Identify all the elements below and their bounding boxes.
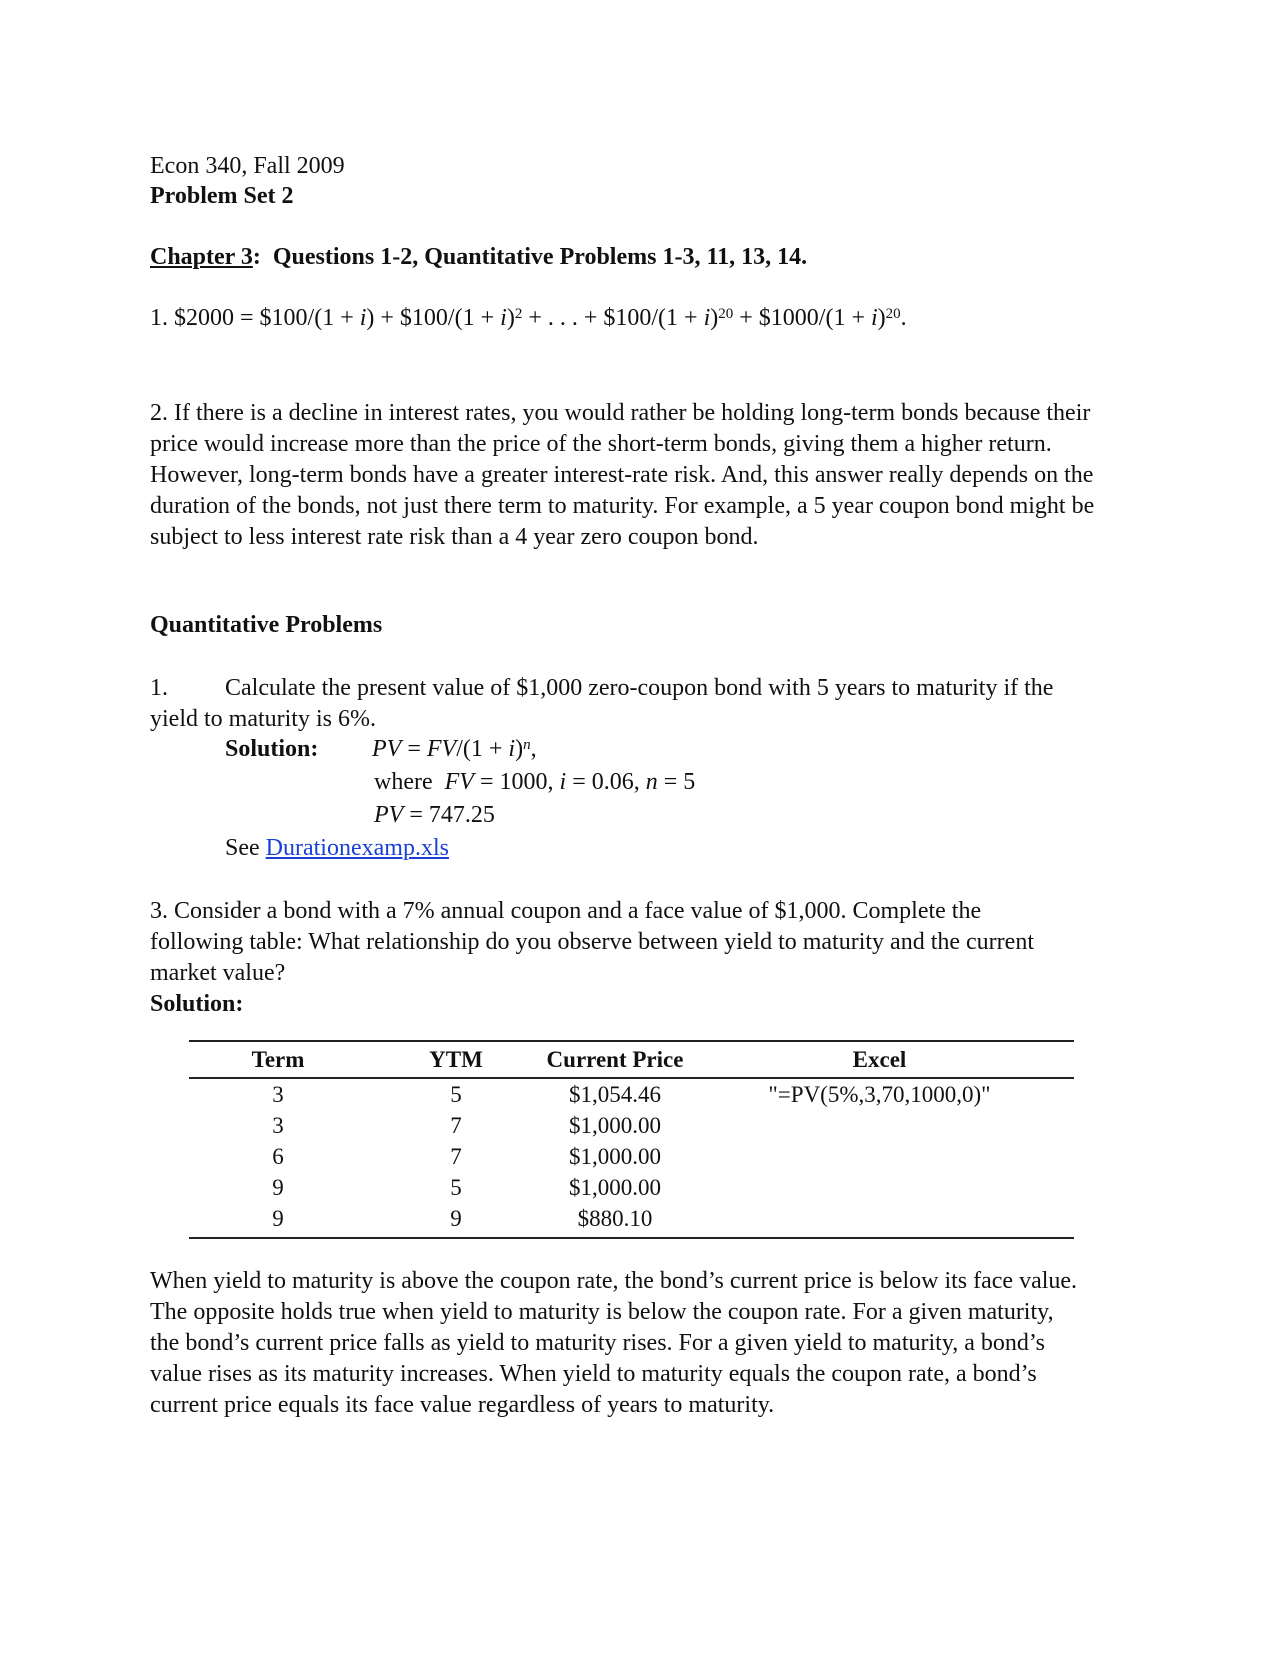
table-row: [189, 1172, 1074, 1203]
formula-part: /(1 +: [456, 736, 509, 762]
qp3-line1: 3. Consider a bond with a 7% annual coupon and a face value of $1,000. Complete the: [150, 898, 982, 924]
cell-ytm: 9: [367, 1203, 545, 1238]
qp1-result-line: [374, 800, 495, 831]
qp1-text-line2: yield to maturity is 6%.: [150, 706, 376, 732]
q1-number: 1.: [150, 305, 168, 331]
cell-price: $1,000.00: [569, 1175, 661, 1200]
cell-term: 3: [272, 1082, 284, 1107]
cell-excel: [685, 1110, 1074, 1141]
where-label: where: [374, 769, 433, 795]
cell-ytm: 7: [450, 1113, 462, 1138]
conclusion-line2: The opposite holds true when yield to maturity is below the coupon rate. For a given maturity,: [150, 1299, 1054, 1325]
formula-part: FV: [426, 736, 457, 762]
cell-ytm: 5: [450, 1082, 462, 1107]
q1-exponent: 2: [514, 306, 523, 322]
header-term: Term: [189, 1041, 367, 1078]
qp1-text-line1: Calculate the present value of $1,000 zero-coupon bond with 5 years to maturity if the: [225, 675, 1054, 701]
chapter-label: Chapter 3: [150, 244, 253, 270]
cell-term: 6: [272, 1144, 284, 1169]
cell-ytm: 5: [450, 1175, 462, 1200]
cell-ytm: 7: [450, 1144, 462, 1169]
course-line: Econ 340, Fall 2009: [150, 153, 345, 179]
where-part: i: [559, 769, 567, 795]
formula-part: i: [508, 736, 516, 762]
q1-eq-part: ): [877, 305, 886, 331]
formula-part: ,: [530, 736, 537, 762]
see-label: See: [225, 835, 266, 861]
cell-price: $880.10: [545, 1203, 685, 1238]
q2-answer: 2. If there is a decline in interest rates, you would rather be holding long-term bonds because their price would increase more than the price of the short-term bonds, giving them a higher return. However, long-term bonds have a greater interest-rate risk. And, this answer really depends on the duration of the bonds, not just there term to maturity. For example, a 5 year coupon bond might be subject to less interest rate risk than a 4 year zero coupon bond.: [150, 400, 1095, 550]
formula-part: ): [515, 736, 524, 762]
where-part: FV: [444, 769, 474, 795]
q1-var: i: [500, 305, 507, 331]
where-part: n: [645, 769, 658, 795]
header-current-price: Current Price: [545, 1041, 685, 1078]
table-row: [189, 1203, 1074, 1238]
table-header-row: [189, 1041, 1074, 1078]
header-excel: Excel: [685, 1041, 1074, 1078]
q1-eq-part: + $1000/(1 +: [739, 305, 865, 331]
durationexamp-link[interactable]: Durationexamp.xls: [265, 835, 449, 861]
cell-price: $1,000.00: [569, 1144, 661, 1169]
qp1-solution-label: Solution:: [225, 736, 319, 762]
where-part: = 5: [657, 769, 696, 795]
cell-term: 9: [189, 1203, 367, 1238]
result-part: PV: [374, 802, 404, 828]
cell-term: 3: [272, 1113, 284, 1138]
assignment-line: [150, 242, 807, 273]
qp3-line2: following table: What relationship do you observe between yield to maturity and the current: [150, 929, 1034, 955]
q1-exponent: 20: [885, 306, 901, 322]
q1-eq-part: ) + $100/(1 +: [366, 305, 495, 331]
q1-var: i: [703, 305, 711, 331]
header-ytm: YTM: [367, 1041, 545, 1078]
qp1-number: 1.: [150, 675, 168, 701]
chapter-colon: :: [252, 244, 261, 270]
problem-set-title: Problem Set 2: [150, 183, 294, 209]
formula-exponent: n: [523, 737, 531, 753]
qp1-see-line: [225, 833, 449, 864]
table-row: [189, 1141, 1074, 1172]
formula-part: PV: [372, 736, 402, 762]
q1-eq-part: + . . . + $100/(1 +: [528, 305, 698, 331]
q1-eq-part: ): [710, 305, 719, 331]
formula-part: =: [401, 736, 427, 762]
result-part: = 747.25: [403, 802, 495, 828]
conclusion-line1: When yield to maturity is above the coupon rate, the bond’s current price is below its face value.: [150, 1268, 1078, 1294]
cell-excel: [685, 1172, 1074, 1203]
cell-excel: [685, 1203, 1074, 1238]
q1-eq-part: .: [900, 305, 907, 331]
qp3-solution-label: Solution:: [150, 991, 244, 1017]
q1-equation: [150, 303, 907, 334]
table-row: [189, 1110, 1074, 1141]
conclusion-line5: current price equals its face value regardless of years to maturity.: [150, 1392, 775, 1418]
assigned-questions: Questions 1-2, Quantitative Problems 1-3, 11, 13, 14.: [272, 244, 808, 270]
q1-var: i: [359, 305, 367, 331]
qp1-formula: [372, 734, 537, 765]
quantitative-problems-heading: Quantitative Problems: [150, 612, 383, 638]
cell-price: $1,054.46: [569, 1082, 661, 1107]
conclusion-line4: value rises as its maturity increases. When yield to maturity equals the coupon rate, a bond’s: [150, 1361, 1037, 1387]
cell-price: $1,000.00: [569, 1113, 661, 1138]
q1-exponent: 20: [718, 306, 734, 322]
cell-excel: [685, 1141, 1074, 1172]
cell-term: 9: [272, 1175, 284, 1200]
q1-var: i: [870, 305, 878, 331]
bond-price-table: [189, 1040, 1074, 1239]
conclusion-line3: the bond’s current price falls as yield to maturity rises. For a given yield to maturity, a bond’s: [150, 1330, 1045, 1356]
qp3-line3: market value?: [150, 960, 286, 986]
q1-eq-part: $2000 = $100/(1 +: [174, 305, 354, 331]
cell-excel: "=PV(5%,3,70,1000,0)": [768, 1082, 991, 1107]
q1-eq-part: ): [506, 305, 515, 331]
table-row: [189, 1078, 1074, 1110]
qp1-where-line: [374, 767, 695, 798]
where-part: = 1000,: [473, 769, 560, 795]
where-part: = 0.06,: [566, 769, 646, 795]
